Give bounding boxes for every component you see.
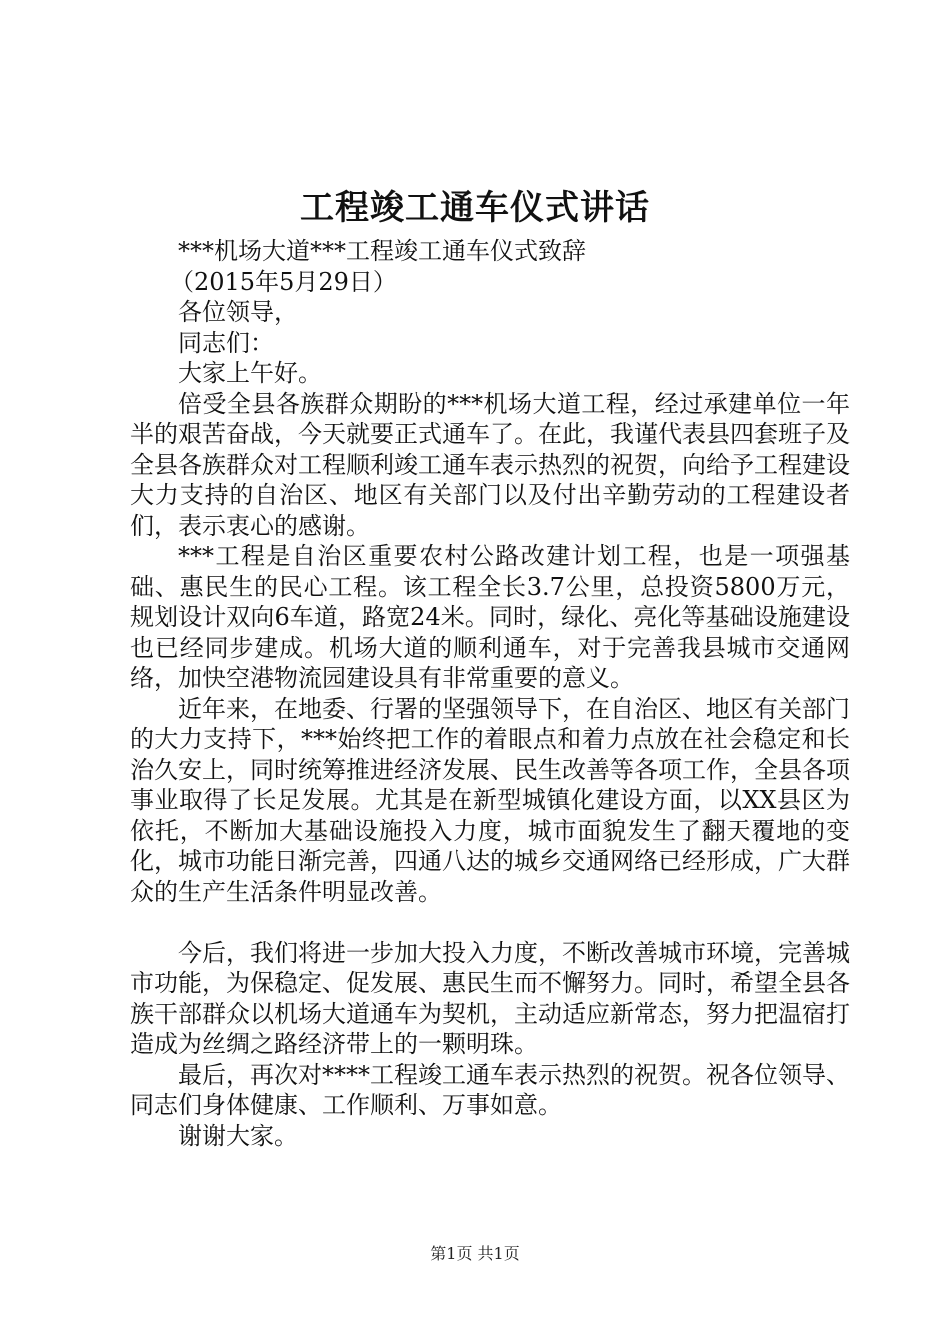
paragraph-thanks: 倍受全县各族群众期盼的***机场大道工程，经过承建单位一年半的艰苦奋战，今天就要正式通车了。在此，我谨代表县四套班子及全县各族群众对工程顺利竣工通车表示热烈的祝贺，向给予工程建设大力支持的自治区、地区有关部门以及付出辛勤劳动的工程建设者们，表示衷心的感谢。 [130,389,850,540]
paragraph-future: 今后，我们将进一步加大投入力度，不断改善城市环境，完善城市功能，为保稳定、促发展、惠民生而不懈努力。同时，希望全县各族干部群众以机场大道通车为契机，主动适应新常态，努力把温宿打造成为丝绸之路经济带上的一颗明珠。 [130,938,850,1058]
speech-date: （2015年5月29日） [170,267,397,296]
document-title: 工程竣工通车仪式讲话 [300,188,650,228]
salutation-comrades: 同志们： [178,328,274,357]
speech-subtitle: ***机场大道***工程竣工通车仪式致辞 [178,237,586,265]
document-body [130,236,850,1151]
paragraph-project: ***工程是自治区重要农村公路改建计划工程，也是一项强基础、惠民生的民心工程。该工程全长3.7公里，总投资5800万元，规划设计双向6车道，路宽24米。同时，绿化、亮化等基础设施建设也已经同步建成。机场大道的顺利通车，对于完善我县城市交通网络，加快空港物流园建设具有非常重要的意义。 [130,542,850,692]
paragraph-wishes: 最后，再次对****工程竣工通车表示热烈的祝贺。祝各位领导、同志们身体健康、工作顺利、万事如意。 [130,1060,850,1119]
page-footer: 第1页 共1页 [430,1244,520,1263]
greeting: 大家上午好。 [178,359,322,387]
paragraph-spacer [130,907,850,938]
closing-thanks: 谢谢大家。 [178,1121,298,1150]
salutation-leaders: 各位领导， [178,298,298,326]
paragraph-development: 近年来，在地委、行署的坚强领导下，在自治区、地区有关部门的大力支持下，***始终把工作的着眼点和着力点放在社会稳定和长治久安上，同时统筹推进经济发展、民生改善等各项工作，全县各项事业取得了长足发展。尤其是在新型城镇化建设方面，以XX县区为依托，不断加大基础设施投入力度，城市面貌发生了翻天覆地的变化，城市功能日渐完善，四通八达的城乡交通网络已经形成，广大群众的生产生活条件明显改善。 [130,694,850,906]
